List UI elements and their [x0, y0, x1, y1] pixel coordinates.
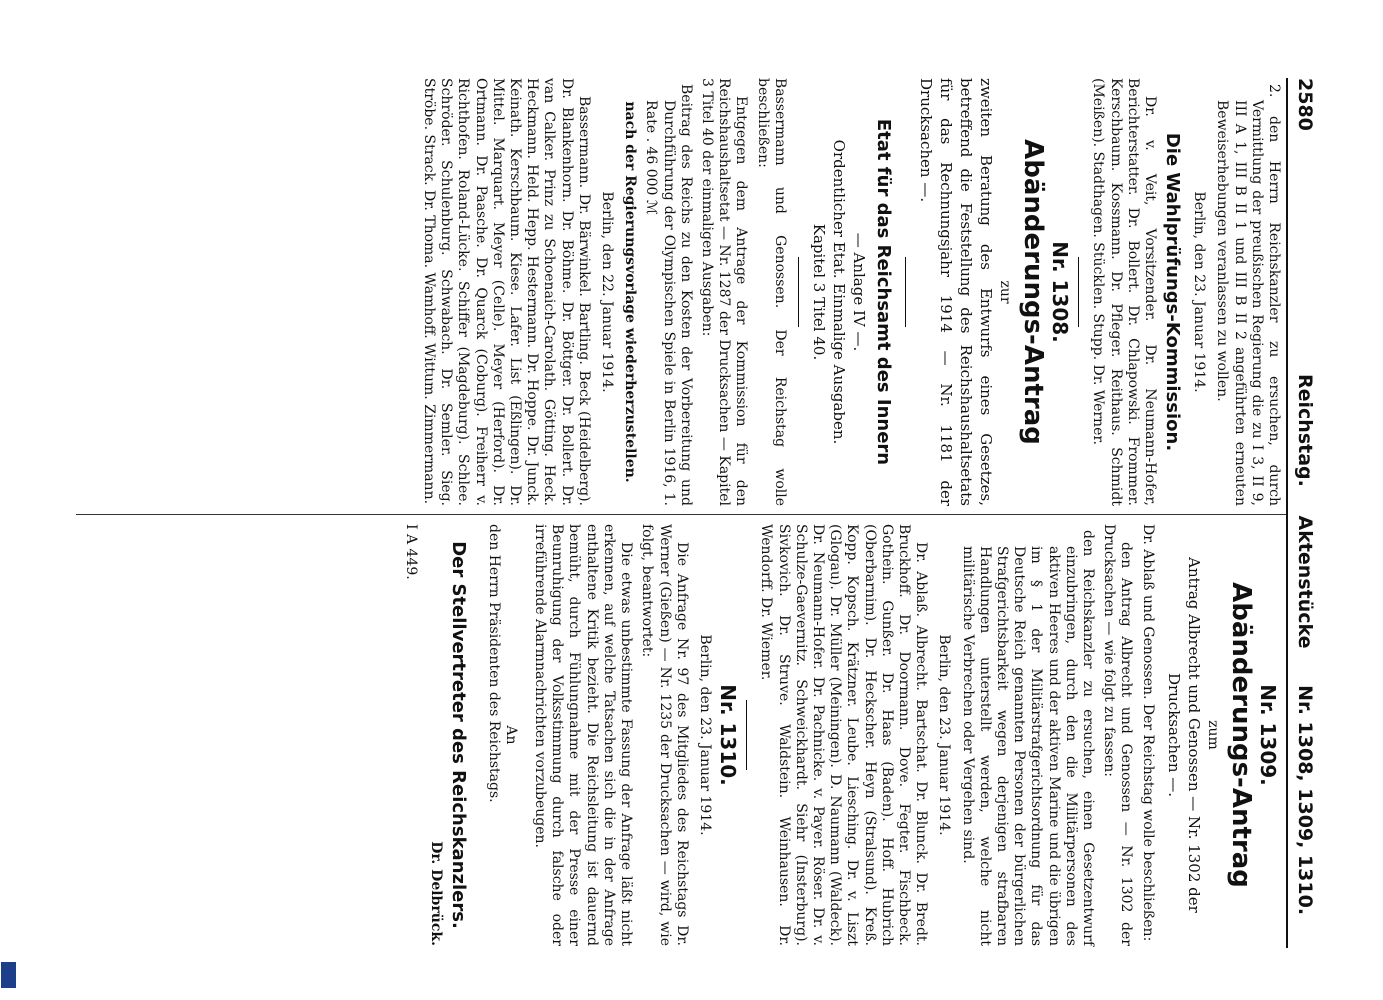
nr-1310: Nr. 1310. [716, 684, 741, 786]
anlage-ref: — Anlage IV —. [849, 232, 868, 352]
section-rule [1078, 257, 1079, 327]
running-title [1294, 374, 1316, 937]
page-number: 2580 [1294, 78, 1316, 131]
date-4: Berlin, den 23. Januar 1914. [696, 634, 713, 836]
nr-1309: Nr. 1309. [1256, 684, 1280, 786]
answer-1310: Die etwas unbestimmte Fassung der Anfrage läßt nicht erkennen, auf welche Tatsachen sich die in der Anfrage enthaltene Kritik bezieht. Die Reichsleitung ist dauernd bemüht, durch Fühlungnahme mit der Presse einer Beunruhigung der Volksstimmung durch falsche oder irreführende Alarmnachrichten vorzubeugen. [532, 524, 635, 946]
ausgaben-line: Ordentlicher Etat. Einmalige Ausgaben. [829, 139, 848, 445]
date-3: Berlin, den 23. Januar 1914. [936, 634, 953, 836]
page-header [1286, 78, 1318, 948]
header-doc-type: Aktenstücke [1294, 515, 1316, 649]
document-page [73, 54, 1318, 954]
date-2: Berlin, den 22. Januar 1914. [598, 191, 615, 393]
item-2-text: 2. den Herrn Reichskanzler zu ersuchen, durch Vermittlung der preußischen Regierung die zu I 3, II 9, III A 1, III B II 1 und III B II 2 angeführten erneuten Beweiserhebungen veranlassen zu wollen. [1214, 84, 1282, 506]
kapitel-line: Kapitel 3 Titel 40. [809, 223, 828, 361]
motion-item-1308: Beitrag des Reichs zu den Kosten der Vorbereitung und Durchführung der Olympischen Spiele in Berlin 1916, 1. Rate . 46 000 ℳ [643, 84, 694, 506]
sidebar [0, 0, 20, 1000]
motion-intro-1308: Bassermann und Genossen. Der Reichstag wolle beschließen: [754, 78, 788, 506]
header-numbers: Nr. 1308, 1309, 1310. [1294, 685, 1316, 916]
motion-text-1308: Entgegen dem Antrage der Kommission für den Reichshaushaltsetat — Nr. 1287 der Drucksachen — Kapitel 3 Titel 40 der einmaligen Ausgaben: [698, 78, 750, 506]
motion-text-1309: den Antrag Albrecht und Genossen — Nr. 1302 der Drucksachen — wie folgt zu fassen: [1101, 524, 1135, 946]
motion-close-1308: nach der Regierungsvorlage wiederherzustellen. [622, 101, 639, 483]
signoff: Der Stellvertreter des Reichskanzlers. [448, 541, 470, 929]
dfg-logo [1, 962, 16, 988]
signatories-1309: Dr. Ablaß. Albrecht. Bartschat. Dr. Blunck. Dr. Bredt. Bruckhoff. Dr. Doormann. Dove. Fegter. Fischbeck. Gothein. Gunßer. Dr. Haas (Baden). Hoff. Hubrich (Oberbarnim). Dr. Heckscher. Heyn (Stralsund). Kreß. Kopp. Kopsch. Krätzner. Leube. Liesching. Dr. v. Liszt (Glogau). Dr. Müller (Meiningen). D. Naumann (Waldeck). Dr. Neumann-Hofer. Dr. Pachnicke. v. Payer. Röser. Dr. v. Schulze-Gaevernitz. Schweickhardt. Siehr (Insterburg). Sivkovich. Dr. Struve. Waldstein. Weinhausen. Dr. Wendorff. Dr. Wiemer. [758, 524, 930, 946]
column-divider [76, 514, 1286, 515]
date-1: Berlin, den 23. Januar 1914. [1191, 191, 1208, 393]
address-an: An [502, 725, 519, 745]
right-column [402, 524, 1282, 946]
motion-intro-1309: Dr. Ablaß und Genossen. Der Reichstag wolle beschließen: [1139, 524, 1156, 942]
section-rule-2 [905, 257, 906, 327]
motion-body-1309: den Reichskanzler zu ersuchen, einen Gesetzentwurf einzubringen, durch den die Militärpersonen des aktiven Heeres und der aktiven Marine und die übrigen im § 1 der Militärstrafgerichtsordnung für das Deutsche Reich genannten Personen der bürgerlichen Strafgerichtsbarkeit wegen derjenigen strafbaren Handlungen unterstellt werden, welche nicht militärische Verbrechen oder Vergehen sind. [959, 530, 1096, 946]
section-rule-4 [746, 700, 747, 770]
signature-mark: I A 449. [403, 524, 420, 580]
committee-title: Die Wahlprüfungs-Kommission. [1161, 132, 1183, 452]
digitization-note [0, 598, 1, 993]
zur-word: zur [996, 280, 1013, 304]
body-1310: Die Anfrage Nr. 97 des Mitgliedes des Reichstags Dr. Werner (Gießen) — Nr. 1235 der Drucksachen — wird, wie folgt, beantwortet: [639, 524, 690, 946]
title-1308: Abänderungs-Antrag [1017, 139, 1048, 445]
header-section: Reichstag. [1294, 374, 1316, 487]
section-rule-3 [798, 257, 799, 327]
signer: Dr. Delbrück. [428, 841, 445, 946]
nr-1308: Nr. 1308. [1048, 241, 1073, 343]
etat-title: Etat für das Reichsamt des Innern [872, 118, 894, 466]
left-column [416, 78, 1282, 506]
signatories-1308: Bassermann. Dr. Bärwinkel. Bartling. Beck (Heidelberg). Dr. Blankenhorn. Dr. Böhme. Dr. Böttger. Dr. Bollert. Dr. van Calker. Prinz zu Schoenaich-Carolath. Götting. Heck. Heckmann. Held. Hepp. Hestermann. Dr. Hoppe. Dr. Junck. Keinath. Kerschbaum. Kiese. Lafer. List (Eßlingen). Dr. Mittel. Marquart. Meyer (Celle). Meyer (Herford). Dr. Ortmann. Dr. Paasche. Dr. Quarck (Coburg). Freiherr v. Richthofen. Roland-Lücke. Schiffer (Magdeburg). Schlee. Schröder. Schulenburg. Schwabach. Dr. Semler. Sieg. Ströbe. Strack. Dr. Thoma. Wamhoff. Wittum. Zimmermann. [420, 78, 592, 506]
body-1308: zweiten Beratung des Entwurfs eines Gesetzes, betreffend die Feststellung des Reichshaushaltsetats für das Rechnungsjahr 1914 — Nr. 1181 der Drucksachen —. [916, 78, 995, 506]
committee-members: Dr. v. Veit, Vorsitzender. Dr. Neumann-Hofer, Berichterstatter. Dr. Bollert. Dr. Chlapowski. Frommer. Kerschbaum. Kossmann. Dr. Pfleger. Reithaus. Schmidt (Meißen). Stadthagen. Stücklen. Stupp. Dr. Werner. [1090, 78, 1158, 506]
zum-word: zum [1204, 720, 1221, 750]
address-to: den Herrn Präsidenten des Reichstags. [485, 524, 502, 803]
title-1309: Abänderungs-Antrag [1225, 582, 1256, 888]
antrag-ref: Antrag Albrecht und Genossen — Nr. 1302 der Drucksachen —. [1164, 557, 1203, 913]
